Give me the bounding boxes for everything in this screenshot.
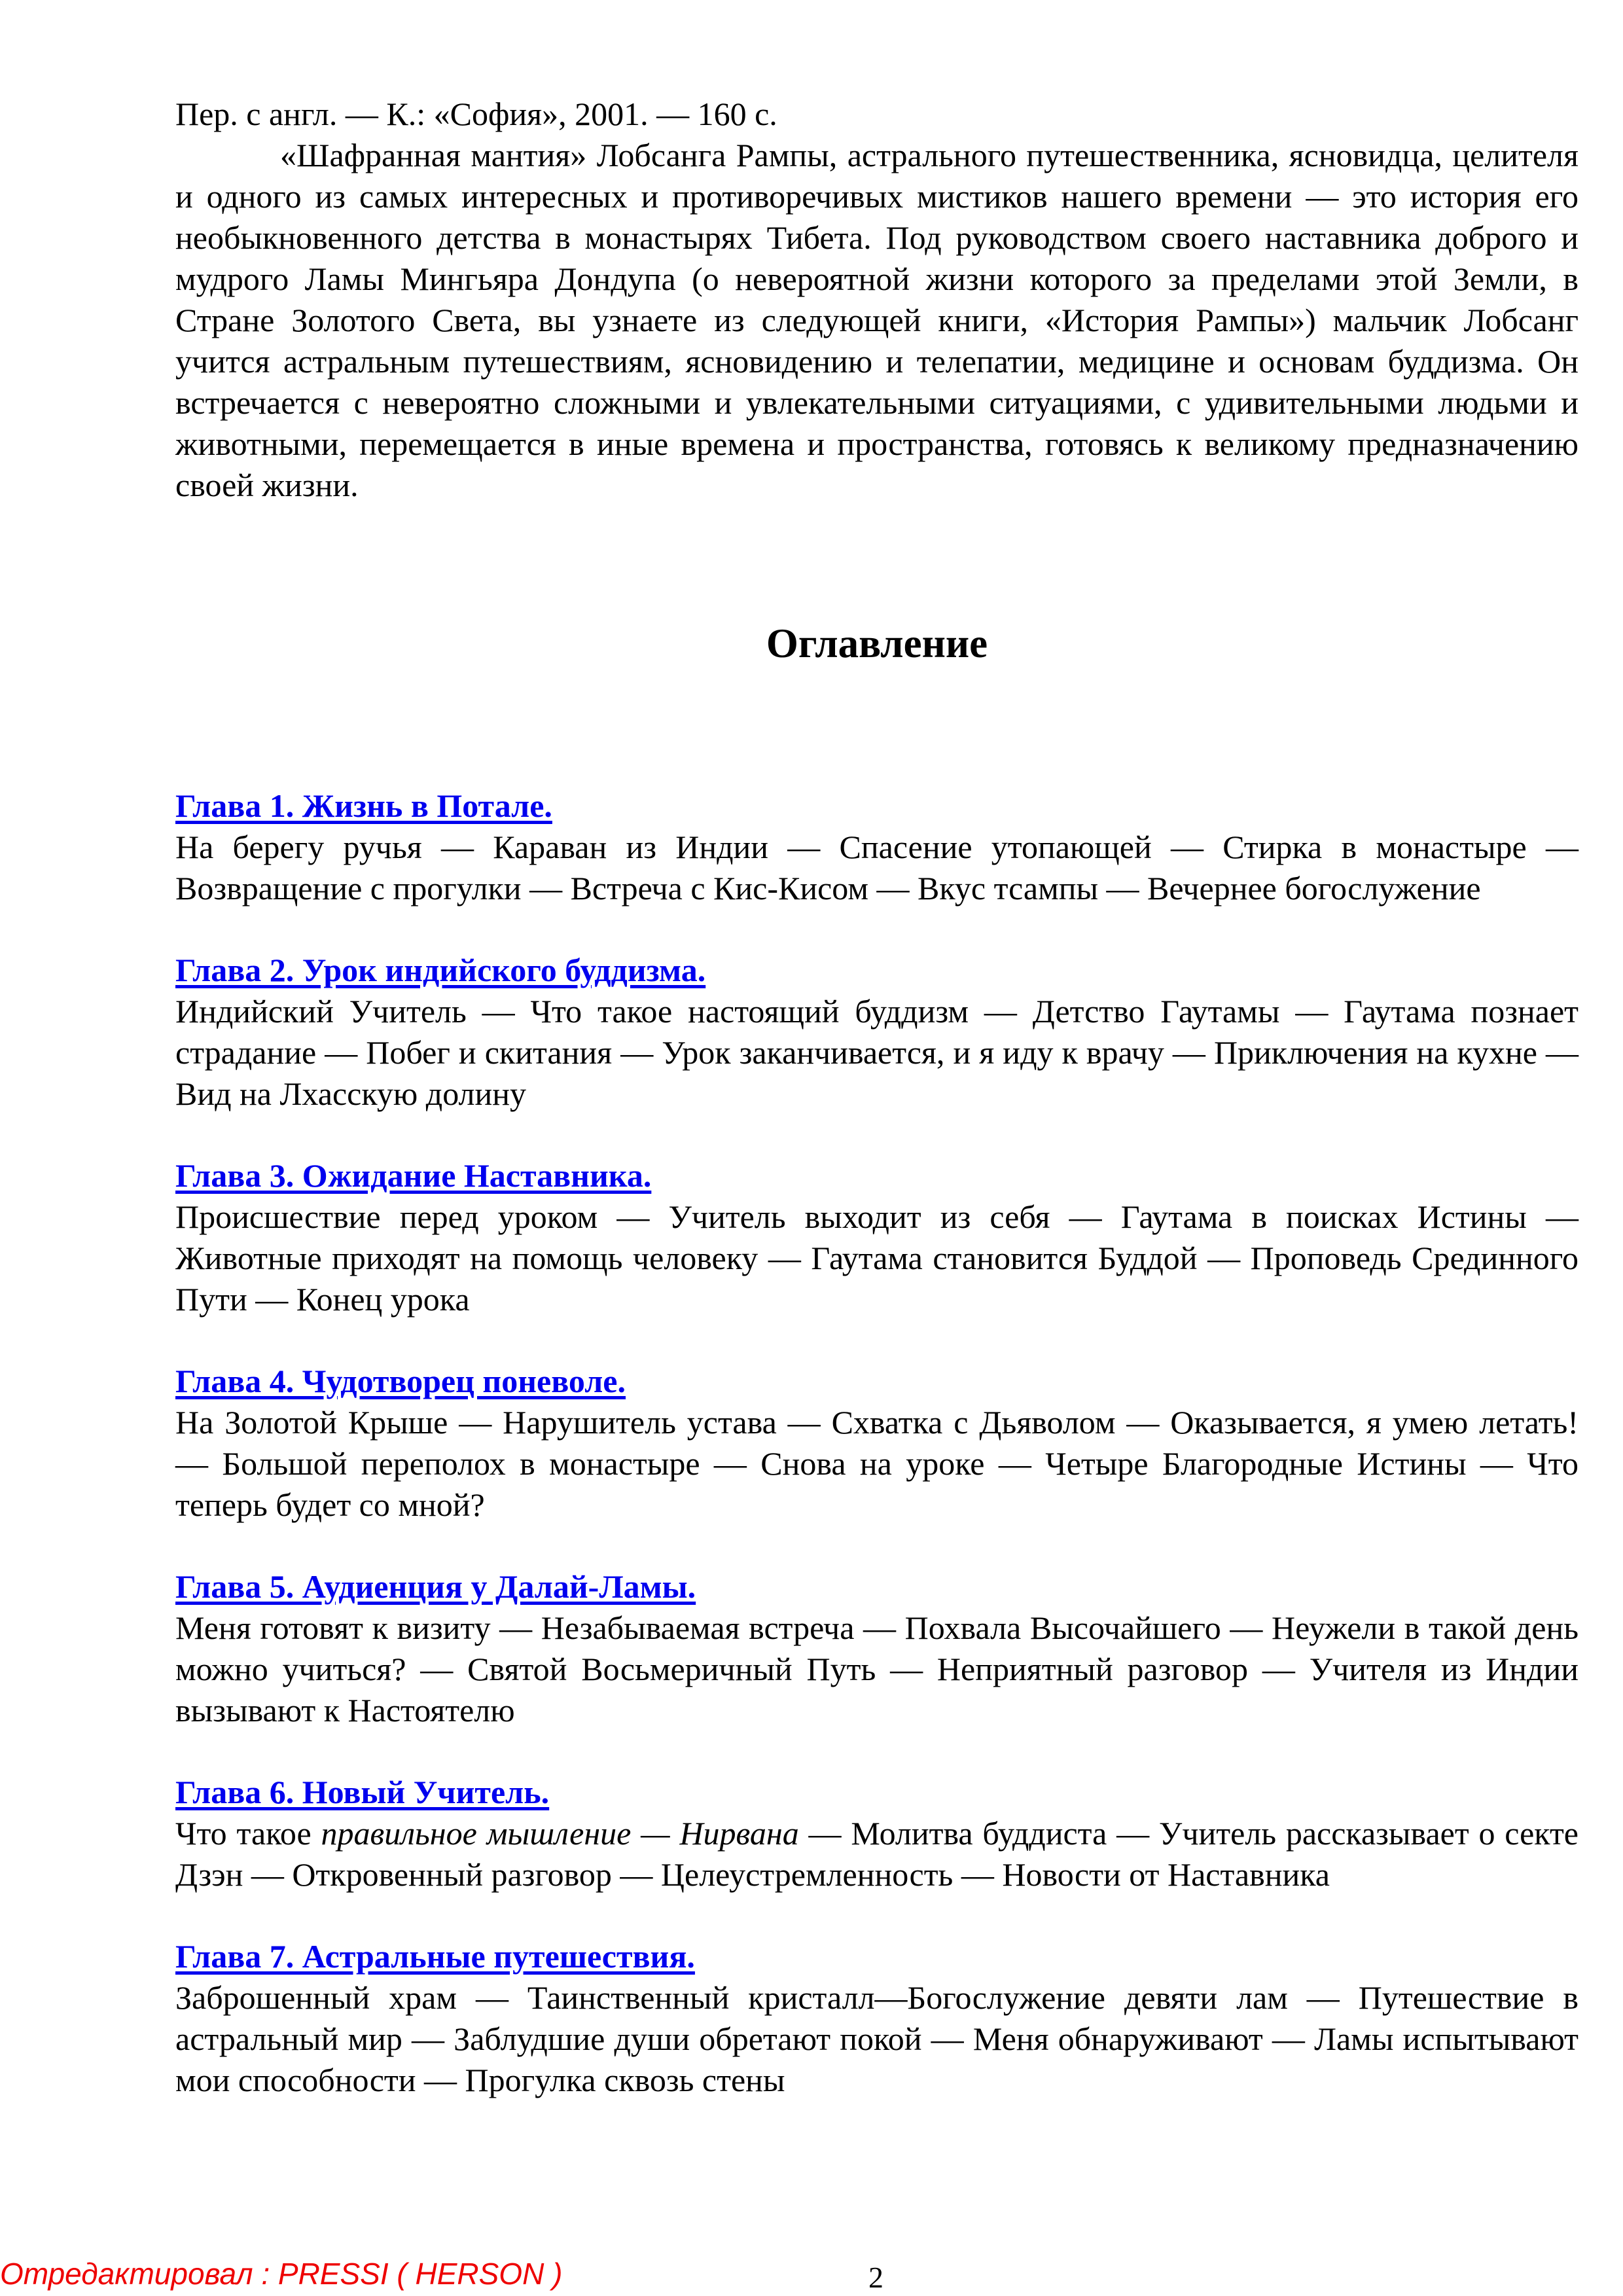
editor-note: Отредактировал : PRESSI ( HERSON ) (0, 2257, 563, 2291)
toc-list (175, 785, 1578, 2142)
publisher-line: Пер. с англ. — К.: «София», 2001. — 160 с. (175, 96, 777, 132)
toc-entry-1 (175, 785, 1578, 909)
chapter-6-term-nirvana: Нирвана (679, 1815, 799, 1852)
chapter-2-link[interactable]: Глава 2. Урок индийского буддизма. (175, 952, 706, 988)
chapter-1-summary: На берегу ручья — Караван из Индии — Спасение утопающей — Стирка в монастыре — Возвращение с прогулки — Встреча с Кис-Кисом — Вкус тсампы — Вечернее богослужение (175, 829, 1578, 906)
chapter-2-summary: Индийский Учитель — Что такое настоящий буддизм — Детство Гаутамы — Гаутама познает страдание — Побег и скитания — Урок заканчивается, и я иду к врачу — Приключения на кухне — Вид на Лхасскую долину (175, 993, 1578, 1112)
page-number: 2 (868, 2261, 883, 2294)
chapter-4-summary: На Золотой Крыше — Нарушитель устава — Схватка с Дьяволом — Оказывается, я умею летать! — Большой переполох в монастыре — Снова на уроке — Четыре Благородные Истины — Что теперь будет со мной? (175, 1404, 1578, 1523)
chapter-5-link[interactable]: Глава 5. Аудиенция у Далай-Ламы. (175, 1568, 696, 1605)
book-annotation: «Шафранная мантия» Лобсанга Рампы, астрального путешественника, ясновидца, целителя и одного из самых интересных и противоречивых мистиков нашего времени — это история его необыкновенного детства в монастырях Тибета. Под руководством своего наставника доброго и мудрого Ламы Мингьяра Дондупа (о невероятной жизни которого за пределами этой Земли, в Стране Золотого Света, вы узнаете из следующей книги, «История Рампы») мальчик Лобсанг учится астральным путешествиям, ясновидению и телепатии, медицине и основам буддизма. Он встречается с невероятно сложными и увлекательными ситуациями, с удивительными людьми и животными, перемещается в иные времена и пространства, готовясь к великому предназначению своей жизни. (175, 137, 1578, 503)
toc-entry-7 (175, 1936, 1578, 2101)
toc-heading: Оглавление (766, 620, 988, 666)
chapter-5-summary: Меня готовят к визиту — Незабываемая встреча — Похвала Высочайшего — Неужели в такой день можно учиться? — Святой Восьмеричный Путь — Неприятный разговор — Учителя из Индии вызывают к Настоятелю (175, 1609, 1578, 1729)
chapter-4-link[interactable]: Глава 4. Чудотворец поневоле. (175, 1363, 626, 1399)
chapter-6-link[interactable]: Глава 6. Новый Учитель. (175, 1774, 550, 1810)
toc-entry-2 (175, 950, 1578, 1115)
toc-entry-5 (175, 1566, 1578, 1731)
chapter-7-link[interactable]: Глава 7. Астральные путешествия. (175, 1938, 695, 1975)
chapter-3-summary: Происшествие перед уроком — Учитель выходит из себя — Гаутама в поисках Истины — Животные приходят на помощь человеку — Гаутама становится Буддой — Проповедь Срединного Пути — Конец урока (175, 1198, 1578, 1318)
toc-entry-4 (175, 1361, 1578, 1526)
page-content (175, 94, 1578, 2098)
toc-entry-3 (175, 1155, 1578, 1320)
chapter-7-summary: Заброшенный храм — Таинственный кристалл—Богослужение девяти лам — Путешествие в астральный мир — Заблудшие души обретают покой — Меня обнаруживают — Ламы испытывают мои способности — Прогулка сквозь стены (175, 1979, 1578, 2098)
toc-entry-6 (175, 1772, 1578, 1895)
chapter-3-link[interactable]: Глава 3. Ожидание Наставника. (175, 1157, 652, 1194)
chapter-6-separator: — (631, 1815, 680, 1852)
chapter-6-summary-start: Что такое (175, 1815, 321, 1852)
chapter-6-summary (175, 1813, 1578, 1895)
chapter-6-term-thinking: правильное мышление (321, 1815, 632, 1852)
chapter-1-link[interactable]: Глава 1. Жизнь в Потале. (175, 787, 552, 824)
chapter-6-summary-end: — Молитва буддиста — Учитель рассказывает о секте Дзэн — Откровенный разговор — Целеустремленность — Новости от Наставника (175, 1815, 1578, 1893)
